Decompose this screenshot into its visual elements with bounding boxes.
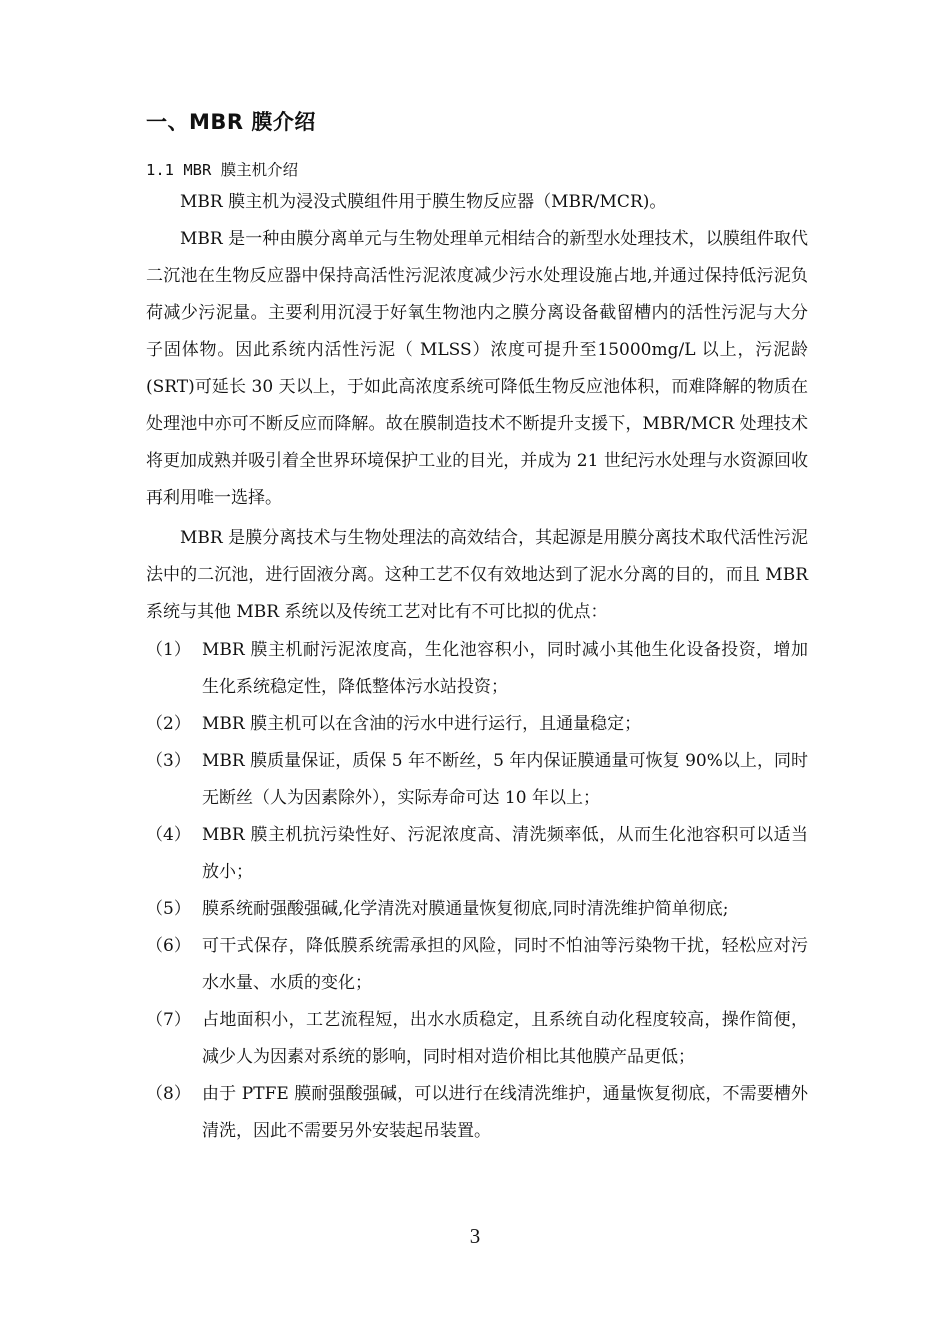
list-item-number: （7）	[146, 1010, 191, 1030]
advantages-list	[146, 632, 808, 1150]
list-item-text: 膜系统耐强酸强碱,化学清洗对膜通量恢复彻底,同时清洗维护简单彻底;	[202, 899, 729, 919]
page-number: 3	[469, 1224, 481, 1248]
list-item-text: 占地面积小，工艺流程短，出水水质稳定，且系统自动化程度较高，操作简便，减少人为因素对系统的影响，同时相对造价相比其他膜产品更低；	[202, 1010, 808, 1067]
list-item	[146, 928, 808, 1002]
list-item-text: MBR 膜主机可以在含油的污水中进行运行，且通量稳定；	[202, 714, 642, 734]
list-item-number: （2）	[146, 714, 191, 734]
paragraph-advantages-intro: MBR 是膜分离技术与生物处理法的高效结合，其起源是用膜分离技术取代活性污泥法中的二沉池，进行固液分离。这种工艺不仅有效地达到了泥水分离的目的，而且 MBR 系统与其他 MBR 系统以及传统工艺对比有不可比拟的优点：	[146, 528, 808, 622]
list-item-text: MBR 膜主机耐污泥浓度高，生化池容积小，同时减小其他生化设备投资，增加生化系统稳定性，降低整体污水站投资；	[202, 640, 808, 697]
section-heading: 一、MBR 膜介绍	[146, 110, 316, 134]
list-item-number: （3）	[146, 751, 191, 771]
list-item	[146, 817, 808, 891]
paragraph-description: MBR 是一种由膜分离单元与生物处理单元相结合的新型水处理技术，以膜组件取代二沉池在生物反应器中保持高活性污泥浓度减少污水处理设施占地,并通过保持低污泥负荷减少污泥量。主要利用沉浸于好氧生物池内之膜分离设备截留槽内的活性污泥与大分子固体物。因此系统内活性污泥（ MLSS）浓度可提升至15000mg/L 以上，污泥龄(SRT)可延长 30 天以上，于如此高浓度系统可降低生物反应池体积，而难降解的物质在处理池中亦可不断反应而降解。故在膜制造技术不断提升支援下，MBR/MCR 处理技术将更加成熟并吸引着全世界环境保护工业的目光，并成为 21 世纪污水处理与水资源回收再利用唯一选择。	[146, 229, 808, 508]
list-item	[146, 891, 808, 928]
list-item	[146, 1076, 808, 1150]
list-item-text: 可干式保存，降低膜系统需承担的风险，同时不怕油等污染物干扰，轻松应对污水水量、水质的变化；	[202, 936, 808, 993]
list-item-number: （5）	[146, 899, 191, 919]
paragraph-intro: MBR 膜主机为浸没式膜组件用于膜生物反应器（MBR/MCR)。	[180, 192, 667, 212]
list-item-text: MBR 膜主机抗污染性好、污泥浓度高、清洗频率低，从而生化池容积可以适当放小；	[202, 825, 808, 882]
list-item-number: （6）	[146, 936, 191, 956]
list-item	[146, 632, 808, 706]
list-item-text: MBR 膜质量保证，质保 5 年不断丝，5 年内保证膜通量可恢复 90%以上，同时无断丝（人为因素除外），实际寿命可达 10 年以上；	[202, 751, 808, 808]
list-item-text: 由于 PTFE 膜耐强酸强碱，可以进行在线清洗维护，通量恢复彻底，不需要槽外清洗，因此不需要另外安装起吊装置。	[202, 1084, 808, 1141]
list-item-number: （4）	[146, 825, 191, 845]
list-item	[146, 743, 808, 817]
list-item	[146, 706, 808, 743]
list-item-number: （8）	[146, 1084, 191, 1104]
list-item-number: （1）	[146, 640, 191, 660]
subsection-heading: 1.1 MBR 膜主机介绍	[146, 161, 299, 179]
list-item	[146, 1002, 808, 1076]
